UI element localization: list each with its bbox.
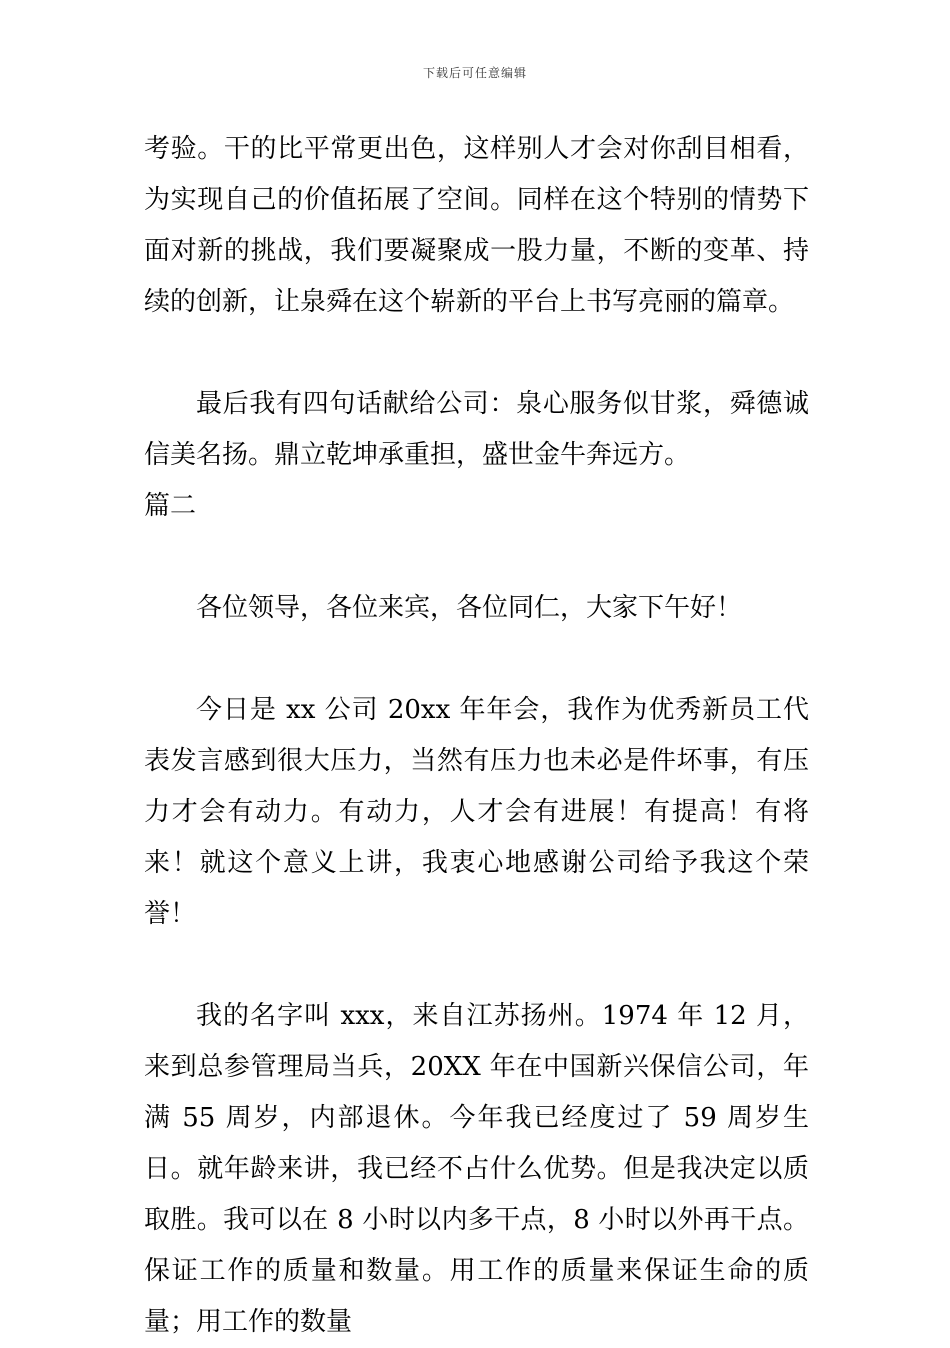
paragraph-spacer [144,940,809,991]
paragraph-spacer [144,328,809,379]
page-header: 下载后可任意编辑 [422,66,527,80]
document-body [144,124,809,1348]
paragraph-spacer [144,634,809,685]
paragraph-self-introduction: 我的名字叫 xxx，来自江苏扬州。1974 年 12 月，来到总参管理局当兵，20XX 年在中国新兴保信公司，年满 55 周岁，内部退休。今年我已经度过了 59 周岁生日。就年龄来讲，我已经不占什么优势。但是我决定以质取胜。我可以在 8 小时以内多干点，8 小时以外再干点。保证工作的质量和数量。用工作的质量来保证生命的质量；用工作的数量 [144,1001,809,1337]
paragraph-continuation: 考验。干的比平常更出色，这样别人才会对你刮目相看，为实现自己的价值拓展了空间。同样在这个特别的情势下面对新的挑战，我们要凝聚成一股力量，不断的变革、持续的创新，让泉舜在这个崭新的平台上书写亮丽的篇章。 [144,134,809,317]
paragraph-closing-verse: 最后我有四句话献给公司：泉心服务似甘浆，舜德诚信美名扬。鼎立乾坤承重担，盛世金牛奔远方。 [144,389,809,470]
section-heading: 篇二 [144,491,197,521]
paragraph-intro: 今日是 xx 公司 20xx 年年会，我作为优秀新员工代表发言感到很大压力，当然有压力也未必是件坏事，有压力才会有动力。有动力，人才会有进展！有提高！有将来！就这个意义上讲，我衷心地感谢公司给予我这个荣誉！ [144,695,809,929]
paragraph-spacer [144,532,809,583]
paragraph-greeting: 各位领导，各位来宾，各位同仁，大家下午好！ [196,593,743,623]
